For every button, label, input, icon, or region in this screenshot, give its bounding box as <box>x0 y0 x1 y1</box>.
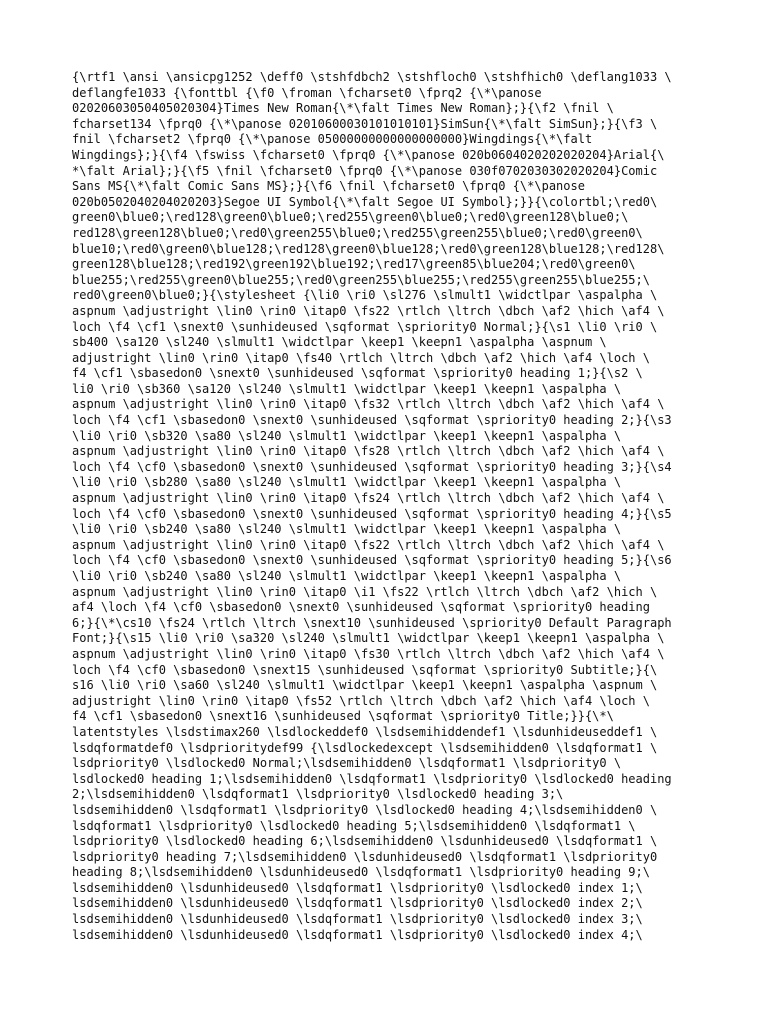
text-line: lsdsemihidden0 \lsdqformat1 \lsdpriority0 \lsdlocked0 heading 4;\lsdsemihidden0 \ <box>72 802 658 817</box>
text-line: lsdpriority0 \lsdlocked0 Normal;\lsdsemihidden0 \lsdqformat1 \lsdpriority0 \ <box>72 756 622 771</box>
text-line: li0 \ri0 \sb360 \sa120 \sl240 \slmult1 \widctlpar \keep1 \keepn1 \aspalpha \ <box>72 381 622 396</box>
text-line: fcharset134 \fprq0 {\*\panose 02010600030101010101}SimSun{\*\falt SimSun};}{\f3 \ <box>72 116 658 131</box>
text-line: loch \f4 \cf0 \sbasedon0 \snext0 \sunhideused \sqformat \spriority0 heading 3;}{\s4 <box>72 459 672 474</box>
text-line: *\falt Arial};}{\f5 \fnil \fcharset0 \fprq0 {\*\panose 030f0702030302020204}Comic <box>72 163 658 178</box>
text-line: deflangfe1033 {\fonttbl {\f0 \froman \fcharset0 \fprq2 {\*\panose <box>72 85 542 100</box>
text-line: loch \f4 \cf1 \snext0 \sunhideused \sqformat \spriority0 Normal;}{\s1 \li0 \ri0 \ <box>72 319 658 334</box>
text-line: lsdlocked0 heading 1;\lsdsemihidden0 \lsdqformat1 \lsdpriority0 \lsdlocked0 heading <box>72 771 672 786</box>
text-line: lsdsemihidden0 \lsdunhideused0 \lsdqformat1 \lsdpriority0 \lsdlocked0 index 1;\ <box>72 880 643 895</box>
text-line: sb400 \sa120 \sl240 \slmult1 \widctlpar \keep1 \keepn1 \aspalpha \aspnum \ <box>72 335 607 350</box>
text-line: Sans MS{\*\falt Comic Sans MS};}{\f6 \fnil \fcharset0 \fprq0 {\*\panose <box>72 179 585 194</box>
text-line: fnil \fcharset2 \fprq0 {\*\panose 05000000000000000000}Wingdings{\*\falt <box>72 132 593 147</box>
text-line: red0\green0\blue0;}{\stylesheet {\li0 \ri0 \sl276 \slmult1 \widctlpar \aspalpha \ <box>72 288 658 303</box>
text-line: aspnum \adjustright \lin0 \rin0 \itap0 \fs22 \rtlch \ltrch \dbch \af2 \hich \af4 \ <box>72 537 665 552</box>
text-line: loch \f4 \cf0 \sbasedon0 \snext0 \sunhideused \sqformat \spriority0 heading 5;}{\s6 <box>72 553 672 568</box>
text-line: 6;}{\*\cs10 \fs24 \rtlch \ltrch \snext10 \sunhideused \spriority0 Default Paragraph <box>72 615 672 630</box>
text-line: blue255;\red255\green0\blue255;\red0\green255\blue255;\red255\green255\blue255;\ <box>72 272 650 287</box>
text-line: Wingdings};}{\f4 \fswiss \fcharset0 \fprq0 {\*\panose 020b0604020202020204}Arial{\ <box>72 147 665 162</box>
text-line: f4 \cf1 \sbasedon0 \snext16 \sunhideused \sqformat \spriority0 Title;}}{\*\ <box>72 709 614 724</box>
text-line: red128\green128\blue0;\red0\green255\blue0;\red255\green255\blue0;\red0\green0\ <box>72 225 643 240</box>
text-line: loch \f4 \cf0 \sbasedon0 \snext0 \sunhideused \sqformat \spriority0 heading 4;}{\s5 <box>72 506 672 521</box>
rtf-source-text <box>72 70 702 943</box>
text-line: green0\blue0;\red128\green0\blue0;\red255\green0\blue0;\red0\green128\blue0;\ <box>72 210 629 225</box>
text-line: latentstyles \lsdstimax260 \lsdlockeddef0 \lsdsemihiddendef1 \lsdunhideuseddef1 \ <box>72 724 658 739</box>
text-line: lsdsemihidden0 \lsdunhideused0 \lsdqformat1 \lsdpriority0 \lsdlocked0 index 2;\ <box>72 896 643 911</box>
text-line: blue10;\red0\green0\blue128;\red128\green0\blue128;\red0\green128\blue128;\red128\ <box>72 241 665 256</box>
text-line: lsdpriority0 heading 7;\lsdsemihidden0 \lsdunhideused0 \lsdqformat1 \lsdpriority0 <box>72 849 658 864</box>
text-line: 2;\lsdsemihidden0 \lsdqformat1 \lsdpriority0 \lsdlocked0 heading 3;\ <box>72 787 564 802</box>
text-line: 02020603050405020304}Times New Roman{\*\falt Times New Roman};}{\f2 \fnil \ <box>72 101 614 116</box>
text-line: lsdsemihidden0 \lsdunhideused0 \lsdqformat1 \lsdpriority0 \lsdlocked0 index 3;\ <box>72 912 643 927</box>
text-line: lsdpriority0 \lsdlocked0 heading 6;\lsdsemihidden0 \lsdunhideused0 \lsdqformat1 \ <box>72 834 658 849</box>
text-line: adjustright \lin0 \rin0 \itap0 \fs52 \rtlch \ltrch \dbch \af2 \hich \af4 \loch \ <box>72 693 650 708</box>
text-line: 020b0502040204020203}Segoe UI Symbol{\*\falt Segoe UI Symbol};}}{\colortbl;\red0\ <box>72 194 658 209</box>
text-line: aspnum \adjustright \lin0 \rin0 \itap0 \fs22 \rtlch \ltrch \dbch \af2 \hich \af4 \ <box>72 303 665 318</box>
text-line: f4 \cf1 \sbasedon0 \snext0 \sunhideused \sqformat \spriority0 heading 1;}{\s2 \ <box>72 366 643 381</box>
text-line: \li0 \ri0 \sb320 \sa80 \sl240 \slmult1 \widctlpar \keep1 \keepn1 \aspalpha \ <box>72 428 622 443</box>
text-line: lsdqformatdef0 \lsdprioritydef99 {\lsdlockedexcept \lsdsemihidden0 \lsdqformat1 \ <box>72 740 658 755</box>
text-line: {\rtf1 \ansi \ansicpg1252 \deff0 \stshfdbch2 \stshfloch0 \stshfhich0 \deflang1033 \ <box>72 70 672 84</box>
text-line: green128\blue128;\red192\green192\blue192;\red17\green85\blue204;\red0\green0\ <box>72 257 636 272</box>
text-line: s16 \li0 \ri0 \sa60 \sl240 \slmult1 \widctlpar \keep1 \keepn1 \aspalpha \aspnum \ <box>72 678 658 693</box>
text-line: \li0 \ri0 \sb280 \sa80 \sl240 \slmult1 \widctlpar \keep1 \keepn1 \aspalpha \ <box>72 475 622 490</box>
text-line: aspnum \adjustright \lin0 \rin0 \itap0 \fs24 \rtlch \ltrch \dbch \af2 \hich \af4 \ <box>72 491 665 506</box>
text-line: aspnum \adjustright \lin0 \rin0 \itap0 \fs30 \rtlch \ltrch \dbch \af2 \hich \af4 \ <box>72 646 665 661</box>
text-line: aspnum \adjustright \lin0 \rin0 \itap0 \fs28 \rtlch \ltrch \dbch \af2 \hich \af4 \ <box>72 444 665 459</box>
text-line: \li0 \ri0 \sb240 \sa80 \sl240 \slmult1 \widctlpar \keep1 \keepn1 \aspalpha \ <box>72 569 622 583</box>
text-line: lsdsemihidden0 \lsdunhideused0 \lsdqformat1 \lsdpriority0 \lsdlocked0 index 4;\ <box>72 927 643 942</box>
text-line: heading 8;\lsdsemihidden0 \lsdunhideused0 \lsdqformat1 \lsdpriority0 heading 9;\ <box>72 865 650 880</box>
text-line: aspnum \adjustright \lin0 \rin0 \itap0 \fs32 \rtlch \ltrch \dbch \af2 \hich \af4 \ <box>72 397 665 412</box>
text-line: af4 \loch \f4 \cf0 \sbasedon0 \snext0 \sunhideused \sqformat \spriority0 heading <box>72 600 650 615</box>
text-line: loch \f4 \cf0 \sbasedon0 \snext15 \sunhideused \sqformat \spriority0 Subtitle;}{\ <box>72 662 658 677</box>
text-line: \li0 \ri0 \sb240 \sa80 \sl240 \slmult1 \widctlpar \keep1 \keepn1 \aspalpha \ <box>72 522 622 537</box>
text-line: Font;}{\s15 \li0 \ri0 \sa320 \sl240 \slmult1 \widctlpar \keep1 \keepn1 \aspalpha \ <box>72 631 665 646</box>
text-line: lsdqformat1 \lsdpriority0 \lsdlocked0 heading 5;\lsdsemihidden0 \lsdqformat1 \ <box>72 818 636 833</box>
text-line: loch \f4 \cf1 \sbasedon0 \snext0 \sunhideused \sqformat \spriority0 heading 2;}{\s3 <box>72 413 672 428</box>
text-line: adjustright \lin0 \rin0 \itap0 \fs40 \rtlch \ltrch \dbch \af2 \hich \af4 \loch \ <box>72 350 650 365</box>
text-line: aspnum \adjustright \lin0 \rin0 \itap0 \i1 \fs22 \rtlch \ltrch \dbch \af2 \hich \ <box>72 584 658 599</box>
